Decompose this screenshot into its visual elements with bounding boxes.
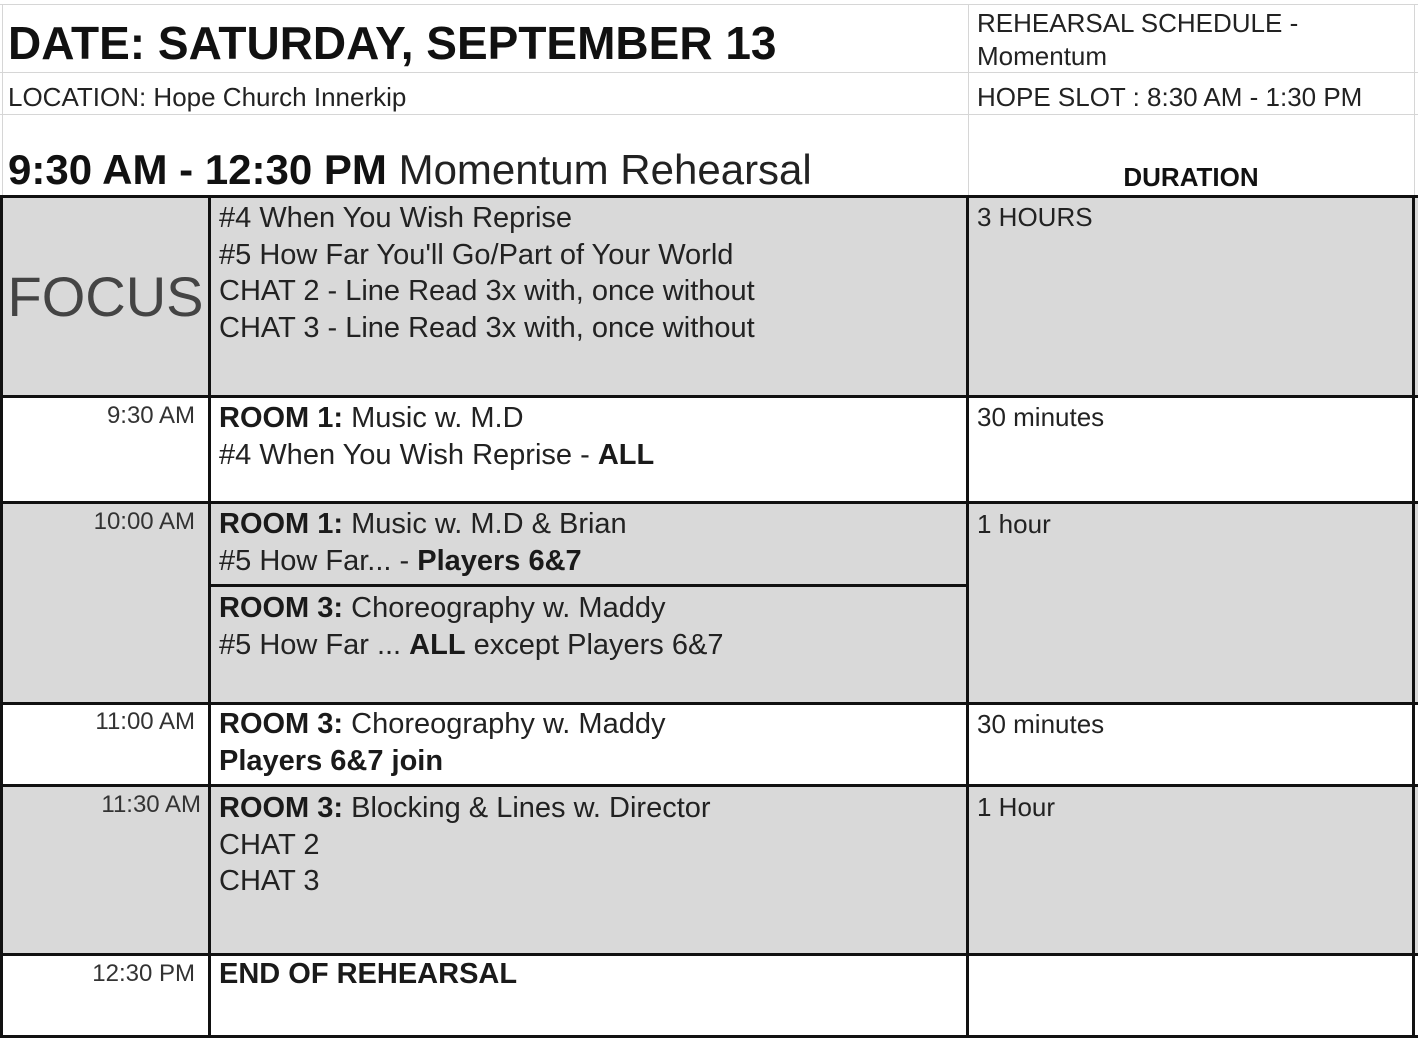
grid-line [0, 784, 1418, 787]
duration-cell: 30 minutes [977, 402, 1105, 432]
activity-cell [219, 706, 665, 779]
location: LOCATION: Hope Church Innerkip [8, 82, 407, 112]
detail-text: #5 How Far ... [219, 628, 410, 661]
activity-text: Music w. M.D & Brian [343, 508, 627, 540]
detail-line [219, 627, 723, 664]
focus-item: #4 When You Wish Reprise [219, 202, 573, 234]
focus-item: CHAT 3 - Line Read 3x with, once without [219, 311, 755, 344]
activity-text: Blocking & Lines w. Director [343, 792, 711, 824]
detail-line [219, 543, 627, 580]
session-time: 9:30 AM - 12:30 PM [8, 146, 387, 193]
time-cell: 10:00 AM [93, 508, 195, 535]
activity-line [219, 706, 665, 743]
session-heading [8, 146, 812, 194]
activity-cell-room1 [219, 506, 627, 579]
activity-cell [219, 400, 654, 473]
grid-line [0, 114, 1418, 115]
detail-line [219, 437, 654, 474]
grid-line [966, 195, 969, 1038]
detail-bold: Players 6&7 join [219, 744, 444, 777]
end-of-rehearsal: END OF REHEARSAL [219, 958, 518, 990]
focus-item: CHAT 2 - Line Read 3x with, once without [219, 275, 755, 307]
detail-text-after: except Players 6&7 [465, 628, 724, 661]
activity-line [219, 590, 723, 627]
detail-bold: ALL [409, 628, 466, 661]
date-heading: DATE: SATURDAY, SEPTEMBER 13 [8, 17, 777, 69]
focus-duration: 3 HOURS [977, 202, 1093, 232]
room-label: ROOM 1: [219, 508, 344, 540]
duration-cell: 1 Hour [977, 792, 1056, 822]
activity-line [219, 400, 654, 437]
room-label: ROOM 3: [219, 792, 344, 824]
focus-items [219, 200, 755, 346]
time-cell: 11:30 AM [101, 791, 201, 818]
detail-text: #4 When You Wish Reprise - [219, 438, 598, 471]
session-title: Momentum Rehearsal [398, 146, 812, 193]
detail-line: CHAT 3 [219, 865, 320, 897]
grid-line [2, 4, 3, 196]
schedule-title [977, 7, 1298, 73]
activity-cell [219, 790, 711, 900]
grid-line [1412, 195, 1415, 1038]
room-label: ROOM 1: [219, 402, 344, 434]
duration-header: DURATION [1123, 162, 1259, 192]
detail-text: #5 How Far... - [219, 544, 418, 577]
time-cell: 11:00 AM [95, 708, 195, 735]
duration-cell: 1 hour [977, 509, 1051, 539]
activity-line [219, 506, 627, 543]
grid-line [0, 195, 1418, 198]
grid-line [0, 1035, 1418, 1038]
grid-line [0, 395, 1418, 398]
focus-item: #5 How Far You'll Go/Part of Your World [219, 238, 734, 271]
schedule-name: Momentum [977, 41, 1108, 71]
grid-line [0, 501, 1418, 504]
hope-slot: HOPE SLOT : 8:30 AM - 1:30 PM [977, 82, 1363, 112]
time-cell: 12:30 PM [92, 960, 195, 987]
room-label: ROOM 3: [219, 708, 344, 740]
detail-bold: ALL [597, 438, 655, 471]
activity-text: Choreography w. Maddy [343, 708, 666, 740]
activity-line [219, 790, 711, 827]
schedule-title-line: REHEARSAL SCHEDULE - [977, 8, 1299, 38]
activity-text: Choreography w. Maddy [343, 592, 666, 624]
room-label: ROOM 3: [219, 592, 344, 624]
grid-line [208, 195, 211, 1038]
grid-line [0, 702, 1418, 705]
grid-line [210, 584, 968, 587]
focus-label: FOCUS [7, 265, 204, 328]
grid-line [0, 953, 1418, 956]
detail-line: CHAT 2 [219, 828, 320, 861]
grid-line [0, 4, 1418, 5]
activity-text: Music w. M.D [343, 402, 524, 434]
grid-line [1414, 4, 1415, 196]
duration-cell: 30 minutes [977, 709, 1105, 739]
time-cell: 9:30 AM [106, 402, 195, 429]
detail-bold: Players 6&7 [417, 544, 582, 577]
activity-cell-room3 [219, 590, 723, 663]
